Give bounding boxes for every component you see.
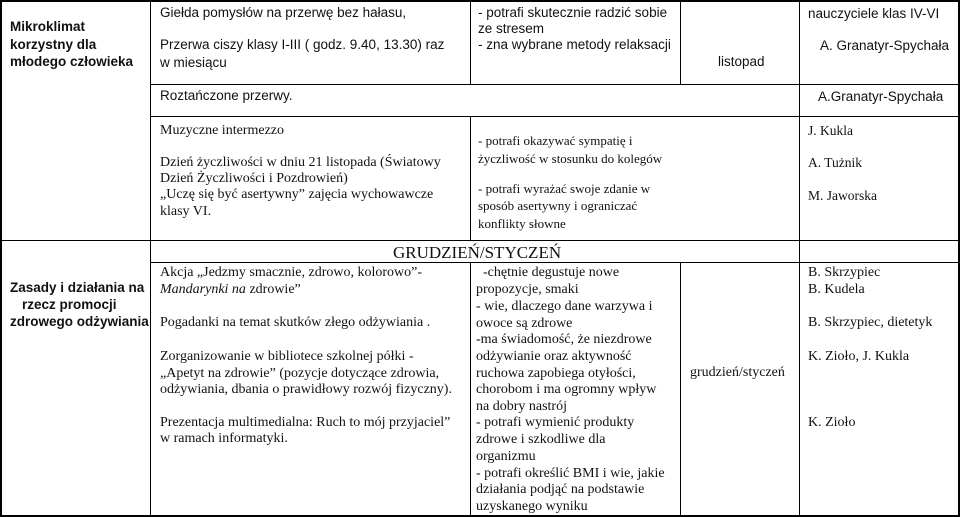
activity-text: Giełda pomysłów na przerwę bez hałasu, — [160, 5, 407, 20]
row-divider-4 — [150, 262, 960, 263]
responsible-text: M. Jaworska — [808, 188, 877, 203]
border-top — [0, 0, 960, 2]
responsible-text: A.Granatyr-Spychała — [818, 89, 944, 104]
outcome-text: - potrafi wymienić produkty — [476, 415, 635, 430]
section-title: zdrowego odżywiania — [10, 314, 149, 329]
activity-text: „Apetyt na zdrowie” (pozycje dotyczące zdrowia, — [160, 366, 440, 381]
activity-text: Akcja „Jedzmy smacznie, zdrowo, kolorowo”- — [160, 265, 423, 280]
activity-text: Dzień Życzliwości i Pozdrowień) — [160, 171, 348, 186]
activity-text: Przerwa ciszy klasy I-III ( godz. 9.40, 13.30) raz — [160, 37, 445, 52]
responsible-text: A. Tużnik — [808, 155, 863, 170]
outcome-text: konflikty słowne — [478, 216, 566, 231]
row-divider-1 — [150, 84, 960, 85]
activity-text: Roztańczone przerwy. — [160, 88, 293, 103]
outcome-text: uzyskanego wyniku — [476, 499, 588, 514]
outcome-text: chorobom i ma ogromny wpływ — [476, 382, 657, 397]
border-left — [0, 0, 2, 517]
section-title: korzystny dla — [10, 37, 97, 52]
outcome-text: owoce są zdrowe — [476, 316, 573, 331]
outcome-text: organizmu — [476, 449, 536, 464]
outcome-text: - wie, dlaczego dane warzywa i — [476, 299, 653, 314]
col-divider-2 — [470, 0, 471, 84]
section-title: Zasady i działania na — [10, 280, 145, 295]
activity-text: w ramach informatyki. — [160, 431, 288, 446]
activity-text: Zorganizowanie w bibliotece szkolnej półki - — [160, 349, 414, 364]
col-divider-3b — [680, 262, 681, 517]
outcome-text: zdrowe i szkodliwe dla — [476, 432, 606, 447]
activity-text: klasy VI. — [160, 204, 212, 219]
col-divider-2b — [470, 116, 471, 240]
col-divider-1 — [150, 0, 151, 517]
col-divider-2c — [470, 262, 471, 517]
activity-text: Dzień życzliwości w dniu 21 listopada (Światowy — [160, 155, 441, 170]
outcome-text: - potrafi skutecznie radzić sobie — [478, 5, 668, 20]
month-header: GRUDZIEŃ/STYCZEŃ — [393, 243, 562, 262]
outcome-text: - potrafi okazywać sympatię i — [478, 133, 633, 148]
responsible-text: J. Kukla — [808, 123, 853, 138]
responsible-text: B. Kudela — [808, 282, 865, 297]
responsible-text: A. Granatyr-Spychała — [820, 38, 950, 53]
section-title: Mikroklimat — [10, 19, 86, 34]
section-title: młodego człowieka — [10, 54, 134, 69]
outcome-text: na dobry nastrój — [476, 399, 567, 414]
outcome-text: -chętnie degustuje nowe — [483, 265, 620, 280]
col-divider-3 — [680, 0, 681, 84]
row-divider-3 — [0, 240, 960, 241]
col-divider-4 — [799, 0, 800, 517]
outcome-text: - potrafi wyrażać swoje zdanie w — [478, 181, 651, 196]
section-title: rzecz promocji — [22, 297, 117, 312]
activity-text: Muzyczne intermezzo — [160, 123, 284, 138]
outcome-text: -ma świadomość, że niezdrowe — [476, 332, 652, 347]
outcome-text: ruchowa zapobiega otyłości, — [476, 366, 636, 381]
activity-text: w miesiącu — [160, 55, 227, 70]
responsible-text: nauczyciele klas IV-VI — [808, 6, 940, 21]
row-divider-2 — [150, 116, 960, 117]
outcome-text: propozycje, smaki — [476, 282, 579, 297]
outcome-text: sposób asertywny i ograniczać — [478, 198, 638, 213]
outcome-text: działania podjąć na podstawie — [476, 482, 645, 497]
activity-text — [160, 283, 301, 297]
term-text: grudzień/styczeń — [690, 365, 785, 380]
outcome-text: odżywianie oraz aktywność — [476, 349, 632, 364]
responsible-text: K. Zioło, J. Kukla — [808, 349, 910, 364]
term-text: listopad — [718, 54, 765, 69]
responsible-text: B. Skrzypiec — [808, 265, 881, 280]
outcome-text: ze stresem — [478, 21, 545, 36]
responsible-text: K. Zioło — [808, 415, 856, 430]
activity-rest: zdrowie” — [245, 282, 301, 297]
outcome-text: - zna wybrane metody relaksacji — [478, 37, 671, 52]
activity-text: „Uczę się być asertywny” zajęcia wychowawcze — [160, 187, 434, 202]
activity-text: odżywiania, dbania o prawidłowy rozwój fizyczny). — [160, 382, 452, 397]
activity-italic: Mandarynki na — [160, 282, 246, 297]
activity-text: Prezentacja multimedialna: Ruch to mój przyjaciel” — [160, 415, 451, 430]
outcome-text: - potrafi określić BMI i wie, jakie — [476, 466, 665, 481]
activity-text: Pogadanki na temat skutków złego odżywiania . — [160, 315, 431, 330]
responsible-text: B. Skrzypiec, dietetyk — [808, 315, 933, 330]
outcome-text: życzliwość w stosunku do kolegów — [478, 151, 663, 166]
